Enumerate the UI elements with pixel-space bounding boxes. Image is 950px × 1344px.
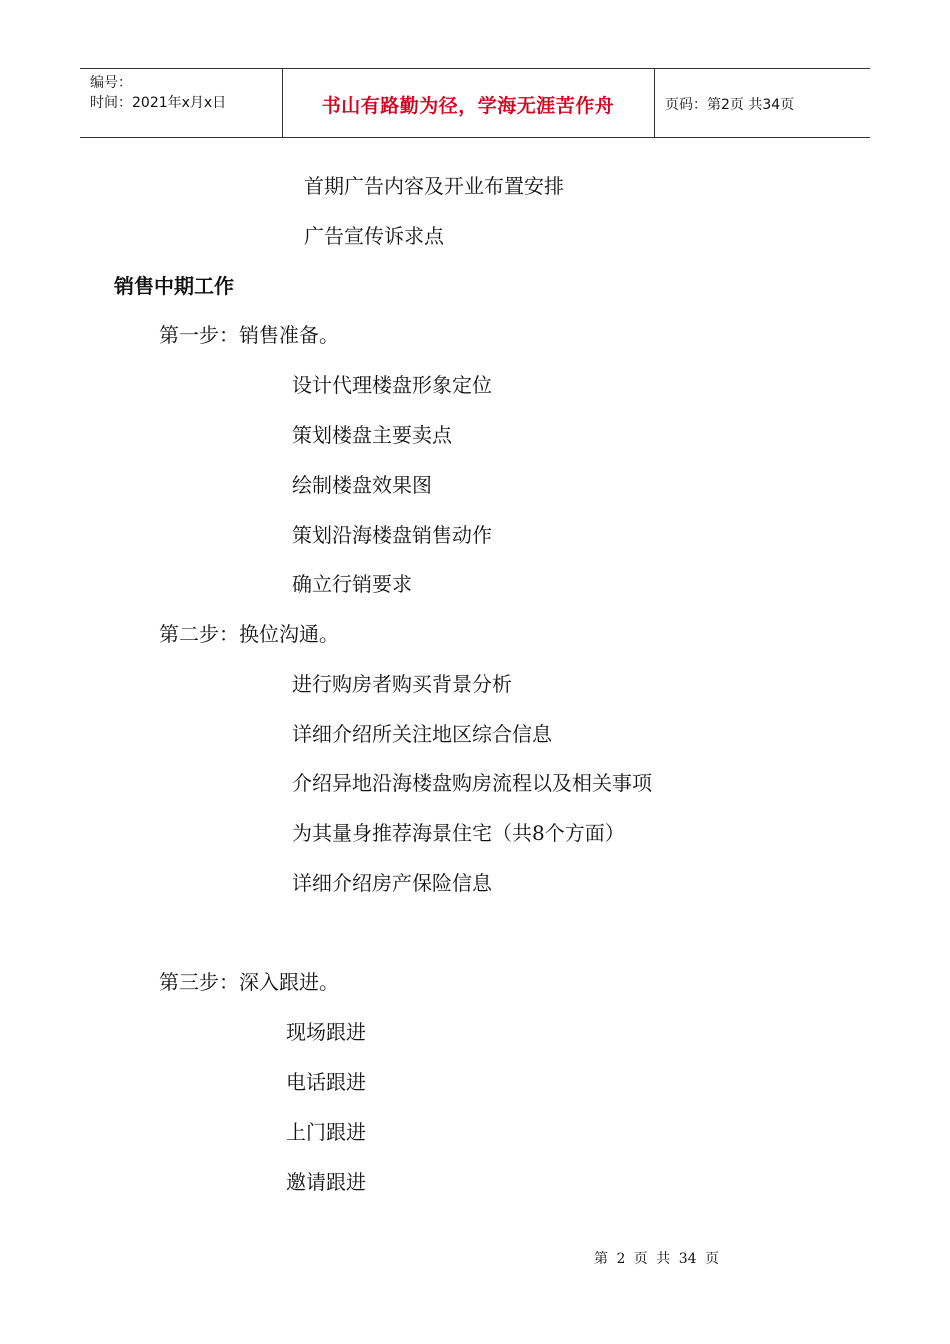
step-item: 介绍异地沿海楼盘购房流程以及相关事项 <box>292 771 652 795</box>
step-item: 确立行销要求 <box>292 572 412 596</box>
page-header <box>80 68 870 138</box>
step-item: 详细介绍所关注地区综合信息 <box>292 722 552 746</box>
number-label: 编号： <box>90 75 132 91</box>
intro-item: 首期广告内容及开业布置安排 <box>304 174 564 198</box>
step-item: 设计代理楼盘形象定位 <box>292 373 492 397</box>
step-item: 电话跟进 <box>286 1070 366 1094</box>
step-item: 现场跟进 <box>286 1020 366 1044</box>
step-item: 进行购房者购买背景分析 <box>292 672 512 696</box>
header-motto-cell <box>282 69 655 137</box>
step-item: 策划楼盘主要卖点 <box>292 423 452 447</box>
header-page-cell <box>655 69 870 137</box>
header-left-cell <box>80 69 283 137</box>
section-title: 销售中期工作 <box>114 274 234 298</box>
step-item: 策划沿海楼盘销售动作 <box>292 523 492 547</box>
time-label: 时间：2021年x月x日 <box>90 95 227 111</box>
page-footer: 第 2 页 共 34 页 <box>594 1251 719 1267</box>
step-item: 绘制楼盘效果图 <box>292 473 432 497</box>
step-title: 第一步：销售准备。 <box>159 323 339 347</box>
step-item: 为其量身推荐海景住宅（共8个方面） <box>292 821 625 845</box>
step-item: 上门跟进 <box>286 1120 366 1144</box>
step-item: 详细介绍房产保险信息 <box>292 871 492 895</box>
step-title: 第三步：深入跟进。 <box>159 970 339 994</box>
page-info: 页码：第2页 共34页 <box>665 97 795 113</box>
motto: 书山有路勤为径，学海无涯苦作舟 <box>321 95 615 117</box>
intro-item: 广告宣传诉求点 <box>304 224 444 248</box>
step-title: 第二步：换位沟通。 <box>159 622 339 646</box>
step-item: 邀请跟进 <box>286 1170 366 1194</box>
